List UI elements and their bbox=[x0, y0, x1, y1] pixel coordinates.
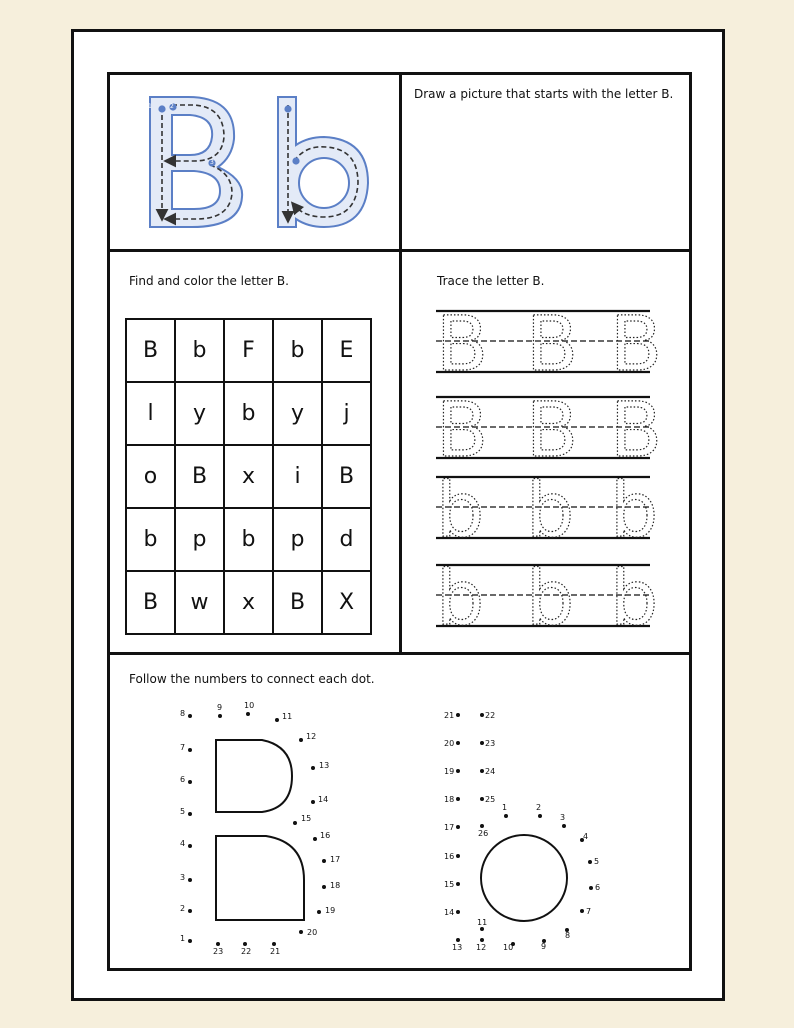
grid-cell[interactable]: B bbox=[175, 445, 224, 508]
connect-dot bbox=[562, 824, 566, 828]
connect-dot bbox=[456, 741, 460, 745]
dot-number: 5 bbox=[180, 807, 186, 816]
grid-row bbox=[126, 445, 371, 508]
connect-dot bbox=[456, 938, 460, 942]
grid-cell[interactable]: B bbox=[126, 319, 175, 382]
dot-number: 17 bbox=[330, 855, 341, 864]
grid-cell[interactable]: p bbox=[273, 508, 322, 571]
dot-number: 10 bbox=[244, 701, 255, 710]
connect-dot bbox=[188, 812, 192, 816]
dot-number: 6 bbox=[595, 883, 601, 892]
dot-number: 8 bbox=[565, 931, 571, 940]
lower-b-dot-puzzle bbox=[430, 700, 630, 960]
grid-cell[interactable]: y bbox=[175, 382, 224, 445]
dot-number: 4 bbox=[583, 832, 589, 841]
grid-cell[interactable]: B bbox=[126, 571, 175, 634]
connect-dot bbox=[456, 797, 460, 801]
dot-number: 26 bbox=[478, 829, 489, 838]
dot-number: 13 bbox=[452, 943, 463, 952]
dot-number: 14 bbox=[318, 795, 329, 804]
connect-dot bbox=[480, 713, 484, 717]
connect-dot bbox=[456, 882, 460, 886]
dot-number: 19 bbox=[325, 906, 336, 915]
dot-number: 11 bbox=[477, 918, 488, 927]
dot-number: 25 bbox=[485, 795, 496, 804]
dot-number: 21 bbox=[270, 947, 281, 956]
grid-cell[interactable]: b bbox=[273, 319, 322, 382]
connect-dot bbox=[456, 910, 460, 914]
lower-b-bowl bbox=[481, 835, 567, 921]
dot-number: 3 bbox=[180, 873, 186, 882]
dot-number: 11 bbox=[282, 712, 293, 721]
upper-b-dot-puzzle bbox=[170, 700, 370, 960]
trace-letter: B bbox=[610, 299, 663, 388]
grid-cell[interactable]: w bbox=[175, 571, 224, 634]
trace-letter: b bbox=[526, 465, 575, 554]
connect-dot bbox=[322, 859, 326, 863]
grid-row bbox=[126, 382, 371, 445]
letter-display-panel bbox=[110, 75, 398, 247]
grid-cell[interactable]: o bbox=[126, 445, 175, 508]
trace-letter: b bbox=[436, 553, 485, 642]
connect-dot bbox=[311, 766, 315, 770]
connect-dot bbox=[588, 860, 592, 864]
dot-number: 16 bbox=[320, 831, 331, 840]
dot-number: 7 bbox=[180, 743, 186, 752]
connect-dot bbox=[313, 837, 317, 841]
connect-dot bbox=[538, 814, 542, 818]
dot-number: 5 bbox=[594, 857, 600, 866]
connect-dot bbox=[243, 942, 247, 946]
letter-guide-graphic bbox=[110, 75, 398, 247]
dot-number: 10 bbox=[503, 943, 514, 952]
dot-number: 21 bbox=[444, 711, 455, 720]
connect-dot bbox=[275, 718, 279, 722]
trace-letter: B bbox=[436, 299, 489, 388]
connect-dot bbox=[480, 927, 484, 931]
connect-dot bbox=[580, 909, 584, 913]
connect-dot bbox=[188, 780, 192, 784]
grid-cell[interactable]: d bbox=[322, 508, 371, 571]
find-instruction: Find and color the letter B. bbox=[129, 274, 289, 288]
draw-instruction: Draw a picture that starts with the letter B. bbox=[414, 87, 674, 101]
dot-number: 2 bbox=[536, 803, 542, 812]
trace-instruction: Trace the letter B. bbox=[437, 274, 545, 288]
dot-number: 23 bbox=[213, 947, 224, 956]
connect-dot bbox=[456, 825, 460, 829]
dot-number: 22 bbox=[485, 711, 496, 720]
grid-cell[interactable]: F bbox=[224, 319, 273, 382]
lowercase-b-outline bbox=[278, 97, 368, 227]
grid-cell[interactable]: p bbox=[175, 508, 224, 571]
dot-number: 3 bbox=[560, 813, 566, 822]
dot-number: 15 bbox=[444, 880, 455, 889]
trace-letter: B bbox=[526, 299, 579, 388]
grid-row bbox=[126, 319, 371, 382]
dot-number: 23 bbox=[485, 739, 496, 748]
dot-number: 9 bbox=[217, 703, 223, 712]
connect-dot bbox=[456, 769, 460, 773]
grid-row bbox=[126, 571, 371, 634]
dot-number: 16 bbox=[444, 852, 455, 861]
grid-cell[interactable]: x bbox=[224, 571, 273, 634]
connect-dot bbox=[317, 910, 321, 914]
grid-cell[interactable]: b bbox=[175, 319, 224, 382]
connect-dot bbox=[480, 741, 484, 745]
connect-dot bbox=[188, 748, 192, 752]
dot-number: 4 bbox=[180, 839, 186, 848]
dot-number: 17 bbox=[444, 823, 455, 832]
grid-cell[interactable]: b bbox=[126, 508, 175, 571]
grid-cell[interactable]: B bbox=[322, 445, 371, 508]
grid-cell[interactable]: E bbox=[322, 319, 371, 382]
step-number-3: 3 bbox=[210, 159, 214, 166]
divider-horizontal-2 bbox=[110, 652, 689, 655]
dot-number: 1 bbox=[502, 803, 508, 812]
connect-dot bbox=[216, 942, 220, 946]
connect-dot bbox=[589, 886, 593, 890]
connect-dot bbox=[246, 712, 250, 716]
connect-dot bbox=[188, 878, 192, 882]
dot-number: 12 bbox=[306, 732, 317, 741]
connect-dot bbox=[293, 821, 297, 825]
drawing-area[interactable] bbox=[402, 110, 686, 244]
trace-letter: B bbox=[526, 385, 579, 474]
dot-number: 15 bbox=[301, 814, 312, 823]
uppercase-b-outline bbox=[150, 97, 242, 227]
trace-letter: b bbox=[526, 553, 575, 642]
grid-cell[interactable]: i bbox=[273, 445, 322, 508]
connect-dot bbox=[311, 800, 315, 804]
dot-number: 14 bbox=[444, 908, 455, 917]
grid-cell[interactable]: y bbox=[273, 382, 322, 445]
grid-cell[interactable]: b bbox=[224, 382, 273, 445]
connect-dot bbox=[188, 714, 192, 718]
letter-search-grid bbox=[125, 318, 372, 635]
connect-dot bbox=[322, 885, 326, 889]
connect-dot bbox=[188, 909, 192, 913]
grid-cell[interactable]: B bbox=[273, 571, 322, 634]
dot-number: 12 bbox=[476, 943, 487, 952]
dot-number: 18 bbox=[444, 795, 455, 804]
connect-dot bbox=[272, 942, 276, 946]
upper-b-bottom-bowl bbox=[216, 836, 304, 920]
connect-dot bbox=[456, 713, 460, 717]
upper-b-top-bowl bbox=[216, 740, 292, 812]
dot-number: 1 bbox=[180, 934, 186, 943]
trace-lines bbox=[430, 299, 680, 642]
dot-number: 20 bbox=[444, 739, 455, 748]
dot-number: 2 bbox=[180, 904, 186, 913]
divider-vertical-middle bbox=[399, 249, 402, 655]
grid-cell[interactable]: X bbox=[322, 571, 371, 634]
connect-dot bbox=[480, 938, 484, 942]
grid-row bbox=[126, 508, 371, 571]
dot-number: 8 bbox=[180, 709, 186, 718]
dot-number: 20 bbox=[307, 928, 318, 937]
dots-instruction: Follow the numbers to connect each dot. bbox=[129, 672, 375, 686]
step-number-1: 1 bbox=[148, 103, 152, 110]
dot-number: 19 bbox=[444, 767, 455, 776]
dot-number: 24 bbox=[485, 767, 496, 776]
dot-number: 18 bbox=[330, 881, 341, 890]
dot-number: 7 bbox=[586, 907, 592, 916]
connect-dot bbox=[299, 738, 303, 742]
connect-dot bbox=[504, 814, 508, 818]
connect-dot bbox=[299, 930, 303, 934]
grid-cell[interactable]: x bbox=[224, 445, 273, 508]
grid-cell[interactable]: j bbox=[322, 382, 371, 445]
connect-dot bbox=[456, 854, 460, 858]
grid-cell[interactable]: b bbox=[224, 508, 273, 571]
trace-letter: B bbox=[436, 385, 489, 474]
connect-dot bbox=[480, 797, 484, 801]
dot-number: 9 bbox=[541, 942, 547, 951]
connect-dot bbox=[188, 939, 192, 943]
dot-number: 6 bbox=[180, 775, 186, 784]
trace-letter: b bbox=[610, 465, 659, 554]
trace-letter: b bbox=[436, 465, 485, 554]
dot-number: 13 bbox=[319, 761, 330, 770]
trace-letter: b bbox=[610, 553, 659, 642]
dot-number: 22 bbox=[241, 947, 252, 956]
connect-dot bbox=[480, 769, 484, 773]
step-number-2: 2 bbox=[170, 103, 174, 110]
trace-letter: B bbox=[610, 385, 663, 474]
connect-dot bbox=[218, 714, 222, 718]
grid-cell[interactable]: l bbox=[126, 382, 175, 445]
connect-dot bbox=[480, 824, 484, 828]
connect-dot bbox=[188, 844, 192, 848]
